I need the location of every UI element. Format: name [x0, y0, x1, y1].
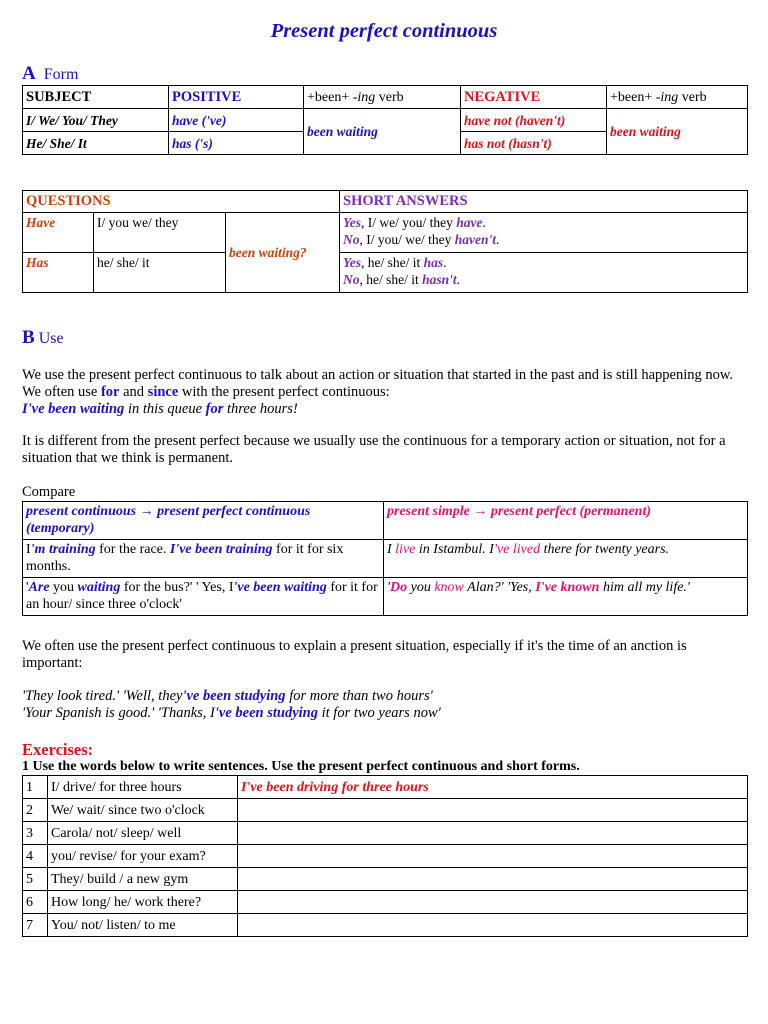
compare-r2-left: 'Are you waiting for the bus?' ' Yes, I've been waiting for it for an hour/ since three o'clock': [23, 578, 384, 616]
exercise-row: [23, 845, 748, 868]
q1-subject: I/ you we/ they: [94, 213, 226, 253]
exercise-number: 1: [23, 776, 48, 799]
compare-r1-left: I'm training for the race. I've been training for it for six months.: [23, 540, 384, 578]
compare-header-left: present continuous → present perfect continuous (temporary): [23, 502, 384, 540]
exercise-prompt: you/ revise/ for your exam?: [48, 845, 238, 868]
compare-r2-right: 'Do you know Alan?' 'Yes, I've known him all my life.': [384, 578, 748, 616]
header-verb-positive: +been+ -ing verb: [304, 86, 461, 109]
exercise-row: [23, 891, 748, 914]
exercise-number: 3: [23, 822, 48, 845]
exercise-prompt: How long/ he/ work there?: [48, 891, 238, 914]
row1-negative: have not (haven't): [461, 109, 607, 132]
short-answers-1: Yes, I/ we/ you/ they have. No, I/ you/ we/ they haven't.: [340, 213, 748, 253]
exercise-answer[interactable]: [238, 868, 748, 891]
section-b-heading: [22, 327, 64, 349]
exercise-number: 4: [23, 845, 48, 868]
exercise-answer[interactable]: [238, 845, 748, 868]
header-verb-negative: +been+ -ing verb: [607, 86, 748, 109]
exercise-number: 5: [23, 868, 48, 891]
header-short-answers: SHORT ANSWERS: [340, 191, 748, 213]
exercise-number: 6: [23, 891, 48, 914]
exercise-row: [23, 799, 748, 822]
exercise-answer[interactable]: [238, 891, 748, 914]
section-a-heading: [22, 63, 78, 85]
compare-table: [22, 501, 748, 616]
header-negative: NEGATIVE: [461, 86, 607, 109]
exercise-row: [23, 822, 748, 845]
row2-subject: He/ She/ It: [23, 132, 169, 155]
exercise-number: 7: [23, 914, 48, 937]
questions-table: [22, 190, 748, 293]
row1-subject: I/ We/ You/ They: [23, 109, 169, 132]
row1-positive: have ('ve): [169, 109, 304, 132]
page-title: Present perfect continuous: [270, 20, 498, 42]
exercise-answer[interactable]: I've been driving for three hours: [238, 776, 748, 799]
short-answers-2: Yes, he/ she/ it has. No, he/ she/ it hasn't.: [340, 253, 748, 293]
use-paragraph-3: We often use the present perfect continuous to explain a present situation, especially if it's the time of an anction is important:: [22, 638, 687, 671]
exercise-prompt: We/ wait/ since two o'clock: [48, 799, 238, 822]
q2-subject: he/ she/ it: [94, 253, 226, 293]
exercises-table: [22, 775, 748, 937]
exercise-prompt: You/ not/ listen/ to me: [48, 914, 238, 937]
header-questions: QUESTIONS: [23, 191, 340, 213]
compare-header-right: present simple → present perfect (permanent): [384, 502, 748, 540]
section-a-letter: A: [22, 63, 36, 84]
compare-r1-right: I live in Istambul. I've lived there for twenty years.: [384, 540, 748, 578]
exercises-instruction: 1 Use the words below to write sentences. Use the present perfect continuous and short forms.: [22, 759, 580, 774]
use-paragraph-2: It is different from the present perfect because we usually use the continuous for a temporary action or situation, not for a situation that we think is permanent.: [22, 433, 726, 466]
exercise-number: 2: [23, 799, 48, 822]
exercises-title: Exercises:: [22, 740, 94, 759]
negative-verb: been waiting: [607, 109, 748, 155]
row2-positive: has ('s): [169, 132, 304, 155]
compare-label: Compare: [22, 484, 76, 500]
exercise-row: [23, 868, 748, 891]
section-b-letter: B: [22, 327, 35, 348]
section-b-label: Use: [38, 330, 64, 347]
exercise-prompt: Carola/ not/ sleep/ well: [48, 822, 238, 845]
exercise-row: [23, 776, 748, 799]
form-table: [22, 85, 748, 155]
header-subject: SUBJECT: [23, 86, 169, 109]
examples-block: 'They look tired.' 'Well, they've been studying for more than two hours' 'Your Spanish is good.' 'Thanks, I've been studying it for two years now': [22, 688, 441, 721]
exercise-answer[interactable]: [238, 799, 748, 822]
question-verb: been waiting?: [226, 213, 340, 293]
header-positive: POSITIVE: [169, 86, 304, 109]
exercise-answer[interactable]: [238, 822, 748, 845]
section-a-label: Form: [43, 66, 79, 83]
use-paragraph-1: We use the present perfect continuous to talk about an action or situation that started in the past and is still happening now. We often use for and since with the present perfect continuous: I've been waiting in this queue for three hours!: [22, 367, 734, 417]
q2-aux: Has: [23, 253, 94, 293]
exercise-prompt: They/ build / a new gym: [48, 868, 238, 891]
exercise-row: [23, 914, 748, 937]
q1-aux: Have: [23, 213, 94, 253]
positive-verb: been waiting: [304, 109, 461, 155]
row2-negative: has not (hasn't): [461, 132, 607, 155]
exercise-prompt: I/ drive/ for three hours: [48, 776, 238, 799]
exercise-answer[interactable]: [238, 914, 748, 937]
